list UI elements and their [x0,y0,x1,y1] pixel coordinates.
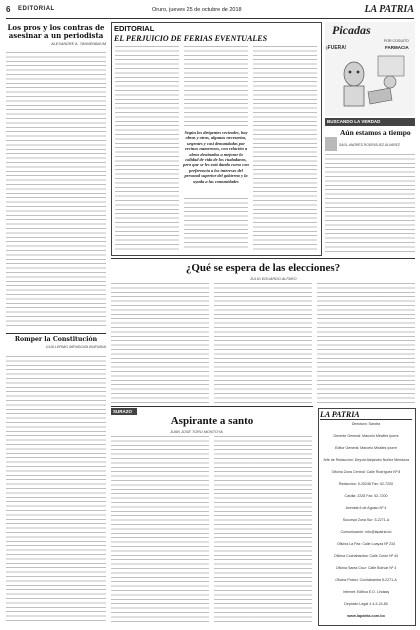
editorial-pullquote: Según los dirigentes vecinales, hay obras y otras, algunas necesarias, urgentes y casi demandadas por vecinos numerosos, con relación a obras destinadas a mejorar la calidad de vida de los ciudadanos, pero que se les está dando curso con preferencia a los intereses del personal superior del gobierno y la ayuda a las comunidades [183,130,249,184]
divider [6,333,106,334]
article-author: GUILLERMO MENDOZA BUENDIA [45,345,106,349]
page-header [6,5,414,19]
picadas-author: POR COGUITO [384,39,409,43]
picadas-farmacia: FARMACIA [385,45,409,50]
cartoon-illustration [330,52,410,112]
masthead: LA PATRIA [364,4,414,15]
article-body [6,52,106,328]
editorial-body-col2b [184,198,248,250]
mid-body-col3 [317,283,415,403]
cartoon-figure-icon [330,52,410,112]
directory-row: Comunicación: info@lapatria.bo [340,530,392,534]
mid-article-author: JULIO EDUARDO ALFARO [250,277,297,281]
surazo-author: JUAN JOSE TORO MONTOYA [170,430,223,434]
directory-row: Internet: Edifica E.D. Lindsay [342,590,390,594]
directory-row: Oficina Santa Cruz: Calle Bolívar Nº 4 [335,566,397,570]
article-title: Los pros y los contras de asesinar a un periodista [7,23,105,40]
buscando-body [325,154,415,254]
divider [111,406,313,407]
surazo-body-col2 [214,436,312,622]
directory-title: LA PATRIA [320,410,412,420]
article-title: Romper la Constitución [14,336,98,343]
directory-row: Sucursal Zona Sur: 5-2271-A [342,518,390,522]
page-number: 6 [6,5,11,14]
mid-body-col2 [214,283,312,403]
directory-row: Gerente General: Marcelo Miralles Iporre [333,434,399,438]
directory-row: Oficina La Paz: Calle Loayza Nº 233 [336,542,396,546]
article-pros-contras [6,24,106,46]
directory-row: Oficina Zona Central: Calle Rodríguez Nº 8 [331,470,401,474]
directory-row: Directora: Sandra [351,422,381,426]
directory-row: Oficina Cochabamba: Calle Colón Nº 44 [333,554,399,558]
section-label: EDITORIAL [18,6,55,12]
issue-date: Oruro, jueves 25 de octubre de 2018 [152,7,242,13]
directory-row: Depósito Legal 4 4-3-24-80 [344,602,388,606]
buscando-author: SAÚL ANDRÉS RODRIGUEZ ALVAREZ [339,143,400,147]
directory-row: Jefe de Redacción: Deyvid Alejandro Nuñez Mendoza [323,458,409,462]
buscando-title: Aún estamos a tiempo [340,128,411,137]
directory-row: Editor General: Marcelo Miralles Iporre [335,446,397,450]
directory-row: Casilla: 2228 Fax: 52-7200 [344,494,388,498]
buscando-label: BUSCANDO LA VERDAD [327,119,381,124]
editorial-section-label: EDITORIAL [114,24,155,33]
surazo-label: SURAZO [113,409,132,414]
directory-list [321,422,411,614]
editorial-body-col3 [253,46,317,250]
divider [111,258,415,259]
directory-footer[interactable]: www.lapatria.com.bo [347,614,385,618]
picadas-fuera: ¡FUERA! [326,45,347,51]
surazo-title: Aspirante a santo [170,415,254,427]
picadas-title: Picadas [332,23,371,37]
editorial-title: EL PERJUICIO DE FERIAS EVENTUALES [114,34,268,43]
directory-row: Redacción: 5-25246 Fax: 52-7200 [338,482,394,486]
directory-row: Avenida 6 de Agosto Nº 4 [345,506,387,510]
directory-row: Oficina Potosí: Cochabamba 5-2271-A [335,578,397,582]
editorial-body-col2 [184,46,248,126]
mid-article-title: ¿Qué se espera de las elecciones? [185,262,341,274]
surazo-body-col1 [111,436,209,622]
editorial-body-col1 [115,46,179,250]
article-body [6,356,106,622]
article-romper [6,336,106,349]
article-author: ALEXANDRE A. TANNENBAUM [51,42,106,46]
mid-body-col1 [111,283,209,403]
author-photo [325,137,337,151]
